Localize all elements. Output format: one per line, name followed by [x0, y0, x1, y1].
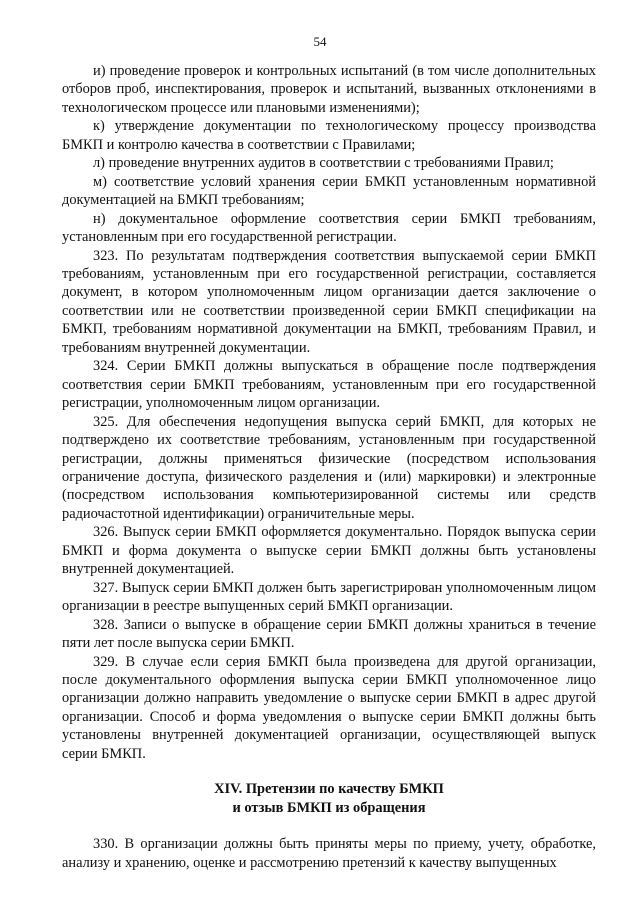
paragraph-326: 326. Выпуск серии БМКП оформляется документально. Порядок выпуска серии БМКП и форма документа о выпуске серии БМКП должны быть установлены внутренней документацией.	[62, 524, 596, 578]
paragraph-item-l: л) проведение внутренних аудитов в соответствии с требованиями Правил;	[93, 155, 554, 172]
document-body	[62, 62, 596, 872]
paragraph-328: 328. Записи о выпуске в обращение серии БМКП должны храниться в течение пяти лет после выпуска серии БМКП.	[62, 616, 596, 652]
paragraph-323: 323. По результатам подтверждения соответствия выпускаемой серии БМКП требованиям, установленным при его государственной регистрации, составляется документ, в котором уполномоченным лицом организации дается заключение о соответствии или не соответствии произведенной серии БМКП спецификации на БМКП, требованиям нормативной документации на БМКП, требованиям Правил, и требованиям внутренней документации.	[62, 247, 596, 356]
paragraph-item-n: н) документальное оформление соответствия серии БМКП требованиям, установленным при его государственной регистрации.	[62, 210, 596, 246]
paragraph-329: 329. В случае если серия БМКП была произведена для другой организации, после документального оформления выпуска серии БМКП уполномоченное лицо организации должно направить уведомление о выпуске серии БМКП в адрес другой организации. Способ и форма уведомления о выпуске серии БМКП должны быть установлены внутренней документацией организации, осуществляющей выпуск серии БМКП.	[62, 653, 596, 762]
paragraph-325: 325. Для обеспечения недопущения выпуска серий БМКП, для которых не подтверждено их соответствие требованиям, установленным при государственной регистрации, должны применяться физические (посредством использования ограничение доступа, физического разделения и (или) маркировки) и электронные (посредством использования компьютеризированной системы или средств радиочастотной идентификации) ограничительные меры.	[62, 413, 596, 522]
page-number: 54	[313, 34, 327, 49]
paragraph-item-k: к) утверждение документации по технологическому процессу производства БМКП и контролю качества в соответствии с Правилами;	[62, 118, 596, 153]
section-heading	[62, 780, 596, 817]
paragraph-item-i: и) проведение проверок и контрольных испытаний (в том числе дополнительных отборов проб, инспектирования, проверок и испытаний, вызванных отклонениями в технологическом процессе или плановыми изменениями);	[62, 63, 596, 116]
section-heading-line2: и отзыв БМКП из обращения	[232, 799, 426, 816]
paragraph-330: 330. В организации должны быть приняты меры по приему, учету, обработке, анализу и хранению, оценке и рассмотрению претензий к качеству выпущенных	[62, 836, 596, 871]
paragraph-324: 324. Серии БМКП должны выпускаться в обращение после подтверждения соответствия серии БМКП требованиям, установленным при его государственной регистрации, уполномоченным лицом организации.	[62, 358, 596, 412]
paragraph-327: 327. Выпуск серии БМКП должен быть зарегистрирован уполномоченным лицом организации в реестре выпущенных серий БМКП организации.	[62, 579, 596, 615]
paragraph-item-m: м) соответствие условий хранения серии БМКП установленным нормативной документацией на БМКП требованиям;	[62, 173, 596, 209]
section-heading-line1: XIV. Претензии по качеству БМКП	[214, 781, 444, 798]
